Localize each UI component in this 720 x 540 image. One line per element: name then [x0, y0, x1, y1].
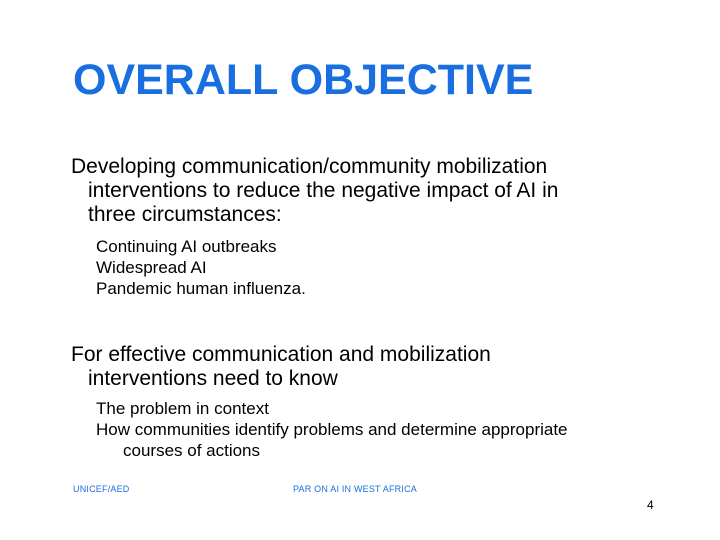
list-item: Widespread AI: [96, 258, 207, 277]
paragraph-line: three circumstances:: [88, 203, 282, 226]
slide-title: OVERALL OBJECTIVE: [73, 56, 534, 104]
page-number: 4: [647, 498, 654, 512]
list-item: Continuing AI outbreaks: [96, 237, 277, 256]
circumstances-list: [96, 236, 696, 299]
paragraph-line: interventions to reduce the negative impact of AI in: [88, 179, 559, 202]
paragraph-line: interventions need to know: [88, 367, 338, 390]
objective-paragraph: [71, 155, 671, 227]
paragraph-line: For effective communication and mobilization: [71, 343, 491, 366]
needs-list: [96, 398, 696, 461]
footer-center: PAR ON AI IN WEST AFRICA: [293, 484, 417, 494]
needs-paragraph: [71, 343, 671, 391]
footer-left: UNICEF/AED: [73, 484, 130, 494]
list-item: How communities identify problems and determine appropriate: [96, 420, 568, 439]
list-item: The problem in context: [96, 399, 269, 418]
list-item-continuation: courses of actions: [123, 441, 261, 460]
paragraph-line: Developing communication/community mobilization: [71, 155, 548, 178]
list-item: Pandemic human influenza.: [96, 279, 306, 298]
